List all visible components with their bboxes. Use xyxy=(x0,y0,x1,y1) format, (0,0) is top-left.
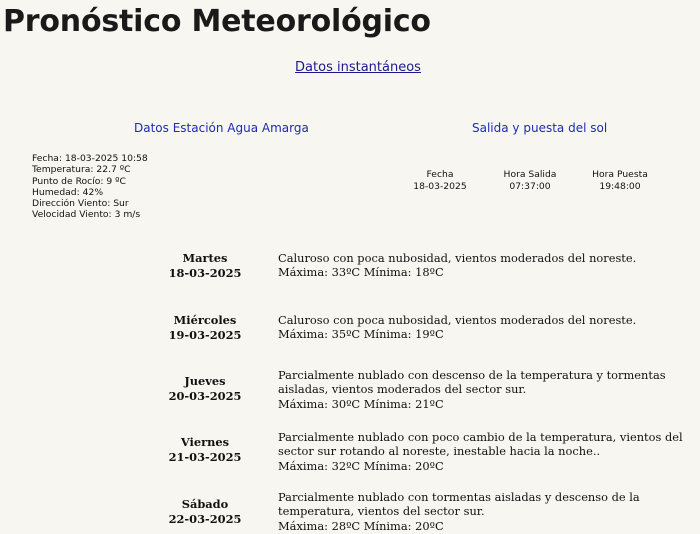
forecast-date: 20-03-2025 xyxy=(168,389,242,403)
forecast-text: Caluroso con poca nubosidad, vientos moderados del noreste. xyxy=(278,251,637,265)
forecast-day xyxy=(160,497,250,527)
forecast-day-name: Sábado xyxy=(181,497,229,511)
forecast-day xyxy=(160,251,250,281)
forecast-day xyxy=(160,435,250,465)
forecast-text: Parcialmente nublado con poco cambio de la temperatura, vientos del sector sur rotando al noreste, inestable hacia la noche.. xyxy=(278,430,683,459)
forecast-description xyxy=(278,251,694,280)
instant-data-link[interactable]: Datos instantáneos xyxy=(295,60,421,75)
forecast-description xyxy=(278,313,694,342)
forecast-day-name: Viernes xyxy=(180,435,230,449)
forecast-text: Parcialmente nublado con descenso de la temperatura y tormentas aisladas, vientos moderados del sector sur. xyxy=(278,368,666,397)
forecast-temps: Máxima: 33ºC Mínima: 18ºC xyxy=(278,265,444,280)
forecast-date: 19-03-2025 xyxy=(168,328,242,342)
forecast-day xyxy=(160,313,250,343)
sun-table xyxy=(400,169,660,192)
forecast-description xyxy=(278,430,694,473)
forecast-temps: Máxima: 30ºC Mínima: 21ºC xyxy=(278,396,444,411)
forecast-day-name: Miércoles xyxy=(173,313,237,327)
forecast-description xyxy=(278,490,694,533)
station-wind-speed: Velocidad Viento: 3 m/s xyxy=(32,209,141,221)
forecast-temps: Máxima: 35ºC Mínima: 19ºC xyxy=(278,327,444,342)
station-humidity: Humedad: 42% xyxy=(32,186,104,198)
sun-col-puesta: Hora Puesta xyxy=(592,169,648,180)
sun-col-salida: Hora Salida xyxy=(503,169,557,180)
station-data xyxy=(32,153,148,221)
station-temperature: Temperatura: 22.7 ºC xyxy=(32,164,131,176)
station-wind-direction: Dirección Viento: Sur xyxy=(32,198,129,210)
station-header: Datos Estación Agua Amarga xyxy=(134,121,309,135)
sun-puesta: 19:48:00 xyxy=(599,180,641,192)
forecast-day-name: Martes xyxy=(182,251,228,265)
page-title: Pronóstico Meteorológico xyxy=(3,4,431,39)
forecast-temps: Máxima: 28ºC Mínima: 20ºC xyxy=(278,518,444,533)
station-date: Fecha: 18-03-2025 10:58 xyxy=(32,153,148,164)
forecast-day xyxy=(160,374,250,404)
forecast-text: Caluroso con poca nubosidad, vientos moderados del noreste. xyxy=(278,313,637,327)
sun-col-fecha: Fecha xyxy=(426,169,454,180)
forecast-date: 21-03-2025 xyxy=(168,450,242,464)
sun-salida: 07:37:00 xyxy=(509,180,551,192)
forecast-date: 22-03-2025 xyxy=(168,512,242,526)
forecast-text: Parcialmente nublado con tormentas aisladas y descenso de la temperatura, vientos del sector sur. xyxy=(278,490,640,519)
forecast-temps: Máxima: 32ºC Mínima: 20ºC xyxy=(278,458,444,473)
station-dew-point: Punto de Rocío: 9 ºC xyxy=(32,175,126,187)
forecast-day-name: Jueves xyxy=(184,374,226,388)
sun-fecha: 18-03-2025 xyxy=(413,180,467,192)
forecast-description xyxy=(278,368,694,411)
forecast-date: 18-03-2025 xyxy=(168,266,242,280)
sun-header: Salida y puesta del sol xyxy=(472,121,608,135)
